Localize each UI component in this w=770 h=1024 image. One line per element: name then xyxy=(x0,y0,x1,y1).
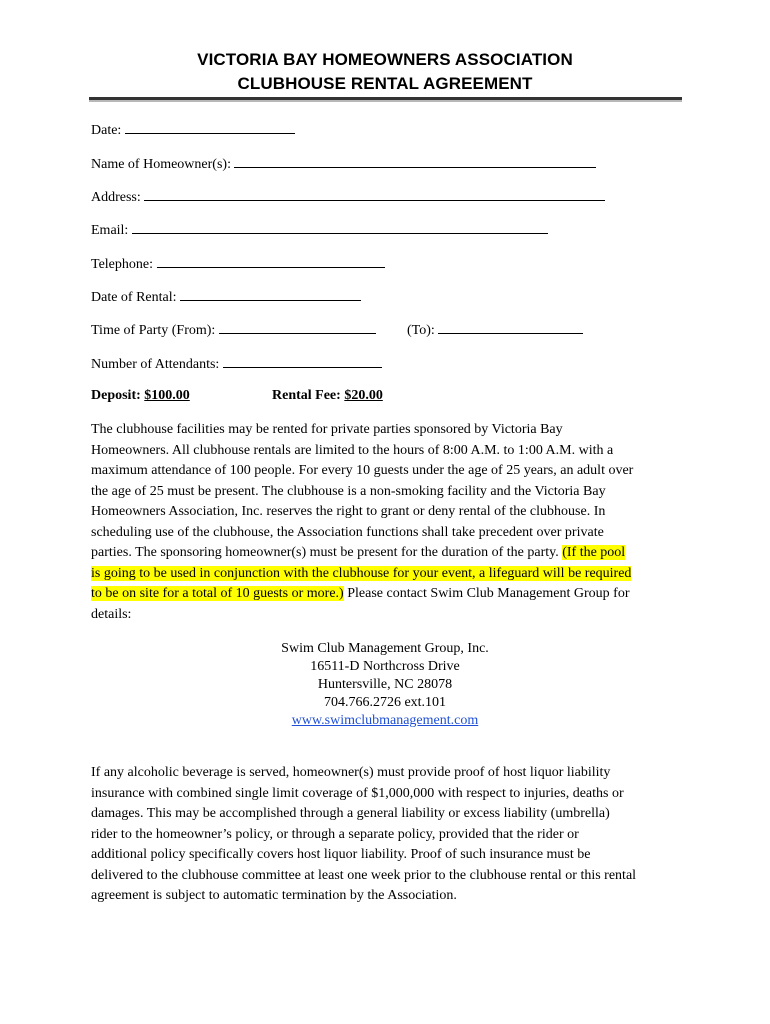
deposit-value: $100.00 xyxy=(144,388,190,403)
email-field[interactable] xyxy=(91,221,548,239)
highlighted-text: is going to be used in conjunction with the clubhouse for your event, a lifeguard will be required xyxy=(91,565,632,581)
rental-fee-value: $20.00 xyxy=(344,388,383,403)
text-line: scheduling use of the clubhouse, the Association functions shall take precedent over private xyxy=(91,524,604,540)
text-line: additional policy specifically covers host liquor liability. Proof of such insurance must be xyxy=(91,847,591,862)
text-line: damages. This may be accomplished through a general liability or excess liability (umbrella) xyxy=(91,806,610,821)
address-blank[interactable] xyxy=(144,188,605,201)
date-label: Date: xyxy=(91,123,122,138)
city-state-zip: Huntersville, NC 28078 xyxy=(317,677,453,692)
text-line: maximum attendance of 100 people. For every 10 guests under the age of 25 years, an adult over xyxy=(91,463,634,478)
liability-paragraph xyxy=(91,763,686,907)
email-blank[interactable] xyxy=(132,221,548,234)
homeowner-label: Name of Homeowner(s): xyxy=(91,157,231,172)
text-line: rider to the homeowner’s policy, or through a separate policy, provided that the rider or xyxy=(91,826,579,842)
highlighted-text: (If the pool xyxy=(562,545,626,560)
rental-date-blank[interactable] xyxy=(180,288,361,301)
time-from-field[interactable] xyxy=(91,321,376,339)
text-line xyxy=(91,543,686,564)
attendants-label: Number of Attendants: xyxy=(91,357,220,372)
text-line: Homeowners Association, Inc. reserves the right to grant or deny rental of the clubhouse. In xyxy=(91,504,606,519)
company-name: Swim Club Management Group, Inc. xyxy=(281,641,489,656)
highlighted-text: to be on site for a total of 10 guests or more.) xyxy=(91,586,344,601)
address-label: Address: xyxy=(91,190,141,205)
contact-address-block xyxy=(0,640,770,730)
date-blank[interactable] xyxy=(125,121,295,134)
time-to-blank[interactable] xyxy=(438,321,583,334)
email-label: Email: xyxy=(91,223,129,238)
street-address: 16511-D Northcross Drive xyxy=(310,659,460,674)
time-to-label: (To): xyxy=(407,323,435,338)
text-line: delivered to the clubhouse committee at least one week prior to the clubhouse rental or this rental xyxy=(91,867,637,883)
address-field[interactable] xyxy=(91,188,605,206)
text-line: If any alcoholic beverage is served, homeowner(s) must provide proof of host liquor liability xyxy=(91,765,611,780)
rental-fee-amount xyxy=(272,388,383,404)
rental-date-field[interactable] xyxy=(91,288,361,306)
phone-number: 704.766.2726 ext.101 xyxy=(323,695,447,710)
document-title-line2: CLUBHOUSE RENTAL AGREEMENT xyxy=(237,74,533,93)
telephone-field[interactable] xyxy=(91,255,385,273)
telephone-label: Telephone: xyxy=(91,257,153,272)
attendants-field[interactable] xyxy=(91,355,382,373)
text-segment: Please contact Swim Club Management Group for xyxy=(343,586,630,601)
text-line: the age of 25 must be present. The clubhouse is a non-smoking facility and the Victoria Bay xyxy=(91,483,606,499)
text-line: insurance with combined single limit coverage of $1,000,000 with respect to injuries, deaths or xyxy=(91,785,624,801)
homeowner-field[interactable] xyxy=(91,155,596,173)
text-line xyxy=(91,564,686,585)
attendants-blank[interactable] xyxy=(223,355,382,368)
deposit-amount xyxy=(91,388,190,404)
date-field[interactable] xyxy=(91,121,295,139)
text-line: Homeowners. All clubhouse rentals are limited to the hours of 8:00 A.M. to 1:00 A.M. with a xyxy=(91,442,614,458)
website-link[interactable]: www.swimclubmanagement.com xyxy=(291,713,479,728)
time-to-field[interactable] xyxy=(407,321,583,339)
time-from-label: Time of Party (From): xyxy=(91,323,216,338)
text-line: The clubhouse facilities may be rented for private parties sponsored by Victoria Bay xyxy=(91,422,563,437)
text-segment: parties. The sponsoring homeowner(s) must be present for the duration of the party. xyxy=(91,545,563,560)
text-line: agreement is subject to automatic termination by the Association. xyxy=(91,888,457,903)
homeowner-blank[interactable] xyxy=(234,155,596,168)
rental-terms-paragraph xyxy=(91,420,686,625)
telephone-blank[interactable] xyxy=(157,255,385,268)
rental-fee-label: Rental Fee: xyxy=(272,388,341,403)
text-line xyxy=(91,584,686,605)
title-divider xyxy=(89,97,682,100)
document-title-line1: VICTORIA BAY HOMEOWNERS ASSOCIATION xyxy=(197,50,573,69)
rental-date-label: Date of Rental: xyxy=(91,290,177,305)
text-line: details: xyxy=(91,606,132,622)
time-from-blank[interactable] xyxy=(219,321,376,334)
deposit-label: Deposit: xyxy=(91,388,141,403)
